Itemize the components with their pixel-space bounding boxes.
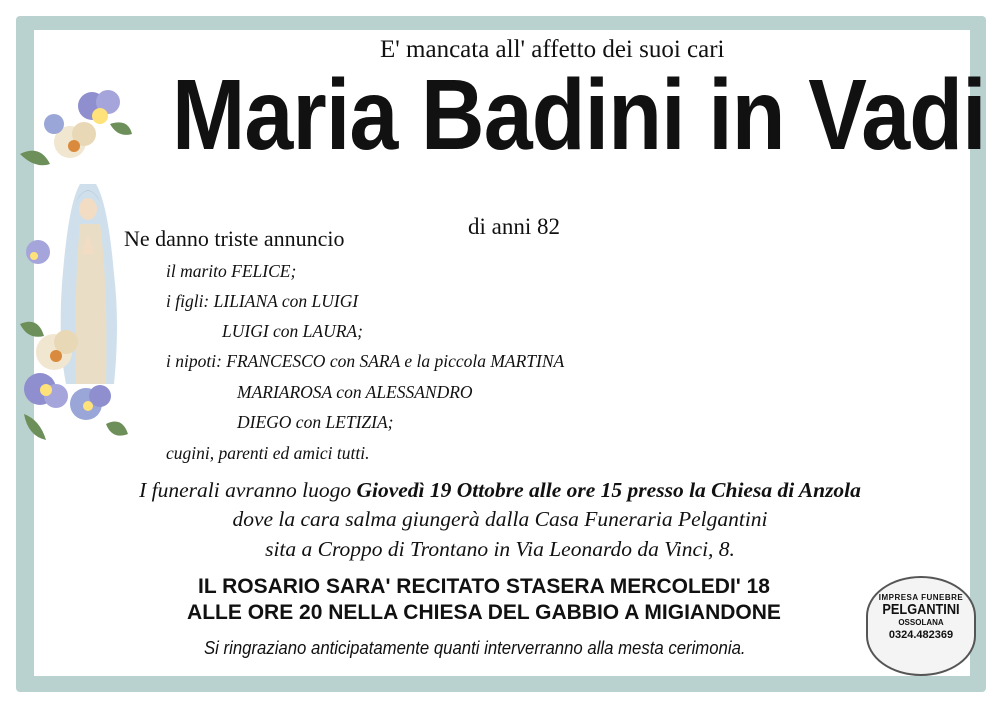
relative-line: DIEGO con LETIZIA;: [237, 412, 394, 432]
deceased-name: Maria Badini in Vadi: [172, 59, 986, 171]
announcement-lead: Ne danno triste annuncio: [124, 226, 345, 251]
relative-line: MARIAROSA con ALESSANDRO: [237, 382, 473, 402]
intro-text: E' mancata all' affetto dei suoi cari: [380, 36, 725, 63]
relative-line: il marito FELICE;: [166, 261, 297, 281]
relative-line: i nipoti: FRANCESCO con SARA e la piccola MARTINA: [166, 351, 565, 371]
funeral-line-3: sita a Croppo di Trontano in Via Leonardo da Vinci, 8.: [265, 537, 735, 561]
age-text: di anni 82: [468, 214, 560, 239]
funeral-line-1-prefix: I funerali avranno luogo: [139, 478, 357, 502]
thanks-text: Si ringraziano anticipatamente quanti interverranno alla mesta cerimonia.: [204, 638, 746, 658]
relative-line: cugini, parenti ed amici tutti.: [166, 443, 370, 463]
stamp-line-1: IMPRESA FUNEBRE: [878, 593, 964, 602]
funeral-line-1: [0, 478, 1000, 503]
relative-line: LUIGI con LAURA;: [222, 321, 363, 341]
relative-line: i figli: LILIANA con LUIGI: [166, 291, 359, 311]
funeral-home-stamp: [866, 576, 976, 676]
rosary-line-1: IL ROSARIO SARA' RECITATO STASERA MERCOLEDI' 18: [198, 575, 770, 598]
stamp-phone: 0324.482369: [888, 629, 954, 641]
stamp-line-2: PELGANTINI: [882, 601, 960, 618]
madonna-flowers-decoration: [10, 84, 135, 454]
rosary-line-2: ALLE ORE 20 NELLA CHIESA DEL GABBIO A MIGIANDONE: [187, 601, 781, 624]
funeral-line-1-bold: Giovedì 19 Ottobre alle ore 15 presso la Chiesa di Anzola: [356, 478, 861, 502]
funeral-line-2: dove la cara salma giungerà dalla Casa Funeraria Pelgantini: [232, 507, 768, 531]
stamp-line-3: OSSOLANA: [898, 618, 944, 627]
